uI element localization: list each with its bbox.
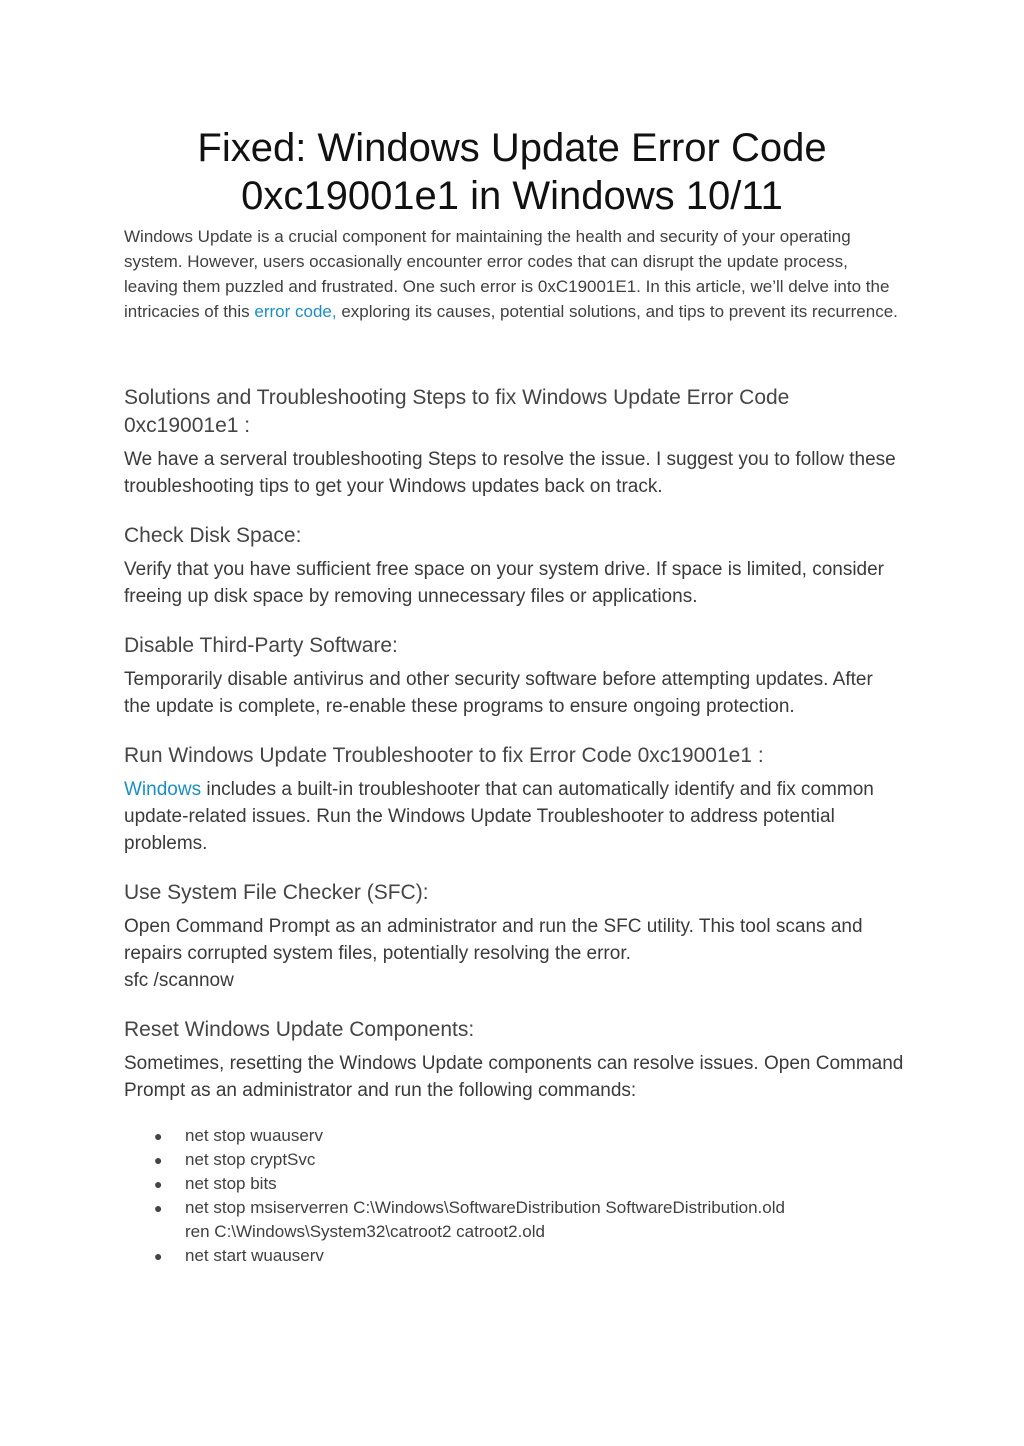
section-body-reset: Sometimes, resetting the Windows Update components can resolve issues. Open Command Prompt as an administrator and run the following commands: [124, 1053, 904, 1101]
windows-link[interactable]: Windows [124, 779, 202, 800]
command-text: net stop wuauserv [185, 1126, 323, 1145]
intro-text-end: exploring its causes, potential solutions, and tips to prevent its recurrence. [336, 302, 898, 321]
bullet-icon: ● [154, 1200, 163, 1216]
section-heading-third-party: Disable Third-Party Software: [124, 634, 398, 657]
section-body-sfc [124, 913, 904, 994]
section-body-third-party: Temporarily disable antivirus and other security software before attempting updates. After the update is complete, re-enable these programs to ensure ongoing protection. [124, 669, 873, 717]
list-item [124, 1244, 904, 1268]
list-item [124, 1148, 904, 1172]
command-text-continued: ren C:\Windows\System32\catroot2 catroot2.old [185, 1222, 545, 1241]
command-text: net stop msiserverren C:\Windows\SoftwareDistribution SoftwareDistribution.old [185, 1198, 785, 1217]
list-item [124, 1172, 904, 1196]
command-text: net start wuauserv [185, 1246, 324, 1265]
bullet-icon: ● [154, 1152, 163, 1168]
intro-text-start: Windows Update is a crucial component for maintaining the health and security of your operating system. However, users occasionally encounter error codes that can disrupt the update process, leaving them puzzled and frustrated. One such error is 0xC19001E1. In this article, we’ll delve into the intricacies of this [124, 227, 890, 321]
section-solutions [124, 384, 904, 500]
command-text: net stop cryptSvc [185, 1150, 316, 1169]
bullet-icon: ● [154, 1248, 163, 1264]
section-heading-solutions: Solutions and Troubleshooting Steps to fix Windows Update Error Code 0xc19001e1 : [124, 386, 790, 437]
list-item [124, 1196, 904, 1244]
intro-paragraph [124, 224, 904, 324]
section-troubleshooter [124, 742, 904, 857]
bullet-icon: ● [154, 1128, 163, 1144]
troubleshooter-text: includes a built-in troubleshooter that can automatically identify and fix common update-related issues. Run the Windows Update Troubleshooter to address potential problems. [124, 779, 874, 854]
section-third-party [124, 632, 904, 720]
section-body-troubleshooter [124, 776, 904, 857]
command-list [124, 1124, 904, 1268]
error-code-link[interactable]: error code, [254, 302, 337, 321]
section-reset [124, 1016, 904, 1104]
list-item [124, 1124, 904, 1148]
sfc-text: Open Command Prompt as an administrator and run the SFC utility. This tool scans and repairs corrupted system files, potentially resolving the error. [124, 916, 863, 964]
command-text: net stop bits [185, 1174, 277, 1193]
section-body-disk-space: Verify that you have sufficient free space on your system drive. If space is limited, consider freeing up disk space by removing unnecessary files or applications. [124, 559, 885, 607]
section-sfc [124, 879, 904, 994]
title-line-1: Fixed: Windows Update Error Code [197, 126, 827, 170]
section-disk-space [124, 522, 904, 610]
sfc-command: sfc /scannow [124, 970, 234, 991]
section-heading-sfc: Use System File Checker (SFC): [124, 881, 429, 904]
title-line-2: 0xc19001e1 in Windows 10/11 [241, 174, 783, 218]
bullet-icon: ● [154, 1176, 163, 1192]
section-heading-disk-space: Check Disk Space: [124, 524, 302, 547]
article [124, 124, 904, 1268]
page-title [124, 124, 900, 220]
section-heading-reset: Reset Windows Update Components: [124, 1018, 475, 1041]
section-body-solutions: We have a serveral troubleshooting Steps to resolve the issue. I suggest you to follow these troubleshooting tips to get your Windows updates back on track. [124, 449, 896, 497]
section-heading-troubleshooter: Run Windows Update Troubleshooter to fix Error Code 0xc19001e1 : [124, 744, 764, 767]
